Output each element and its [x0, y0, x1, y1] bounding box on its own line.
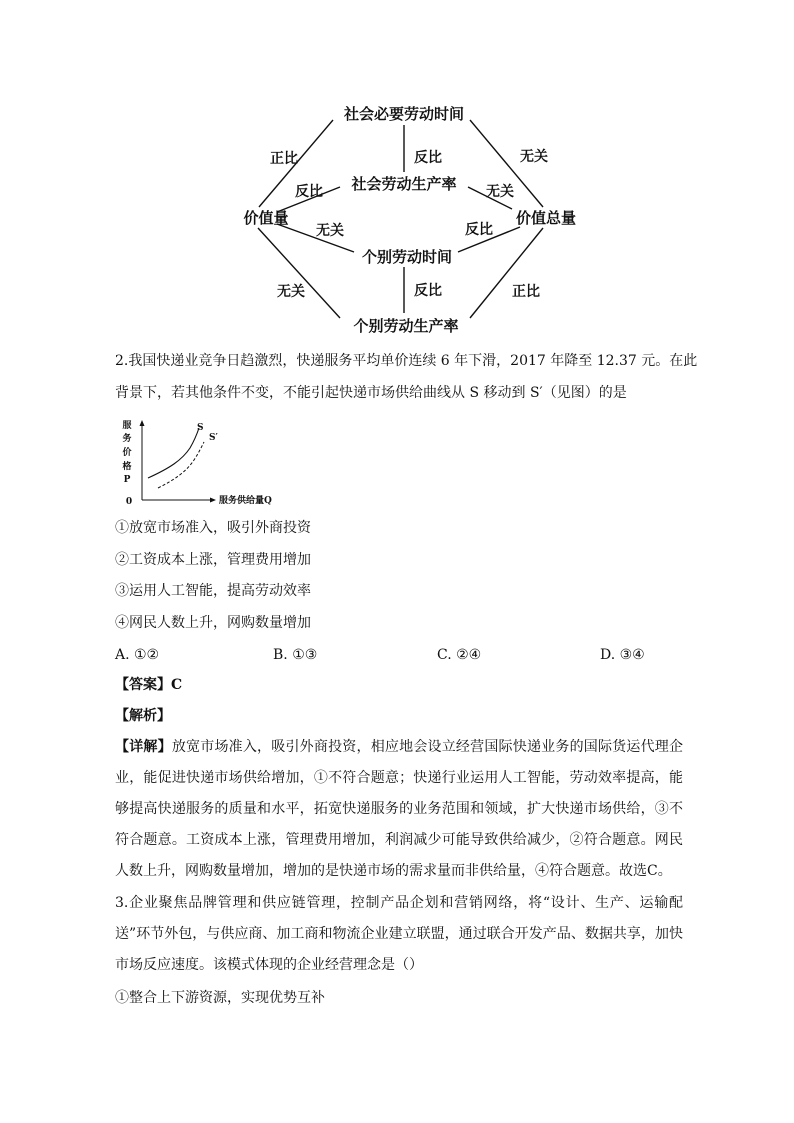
q2-stem-line1: 2.我国快递业竞争日趋激烈，快递服务平均单价连续 6 年下滑，2017 年降至 12.37 元。在此 [115, 353, 698, 369]
label-slp-unit-value: 反比 [295, 184, 323, 200]
node-unit-value: 价值量 [243, 209, 289, 227]
node-snlt: 社会必要劳动时间 [343, 105, 465, 123]
q2-item-1: ①放宽市场准入，吸引外商投资 [115, 520, 311, 536]
node-ilt: 个别劳动时间 [361, 248, 453, 266]
q2-detail-tag: 【详解】 [115, 739, 172, 755]
q2-item-3: ③运用人工智能，提高劳动效率 [115, 583, 311, 599]
node-total-value: 价值总量 [515, 209, 577, 227]
q3-item-1: ①整合上下游资源，实现优势互补 [115, 990, 325, 1006]
y-axis-char-4: 格 [122, 462, 132, 472]
label-snlt-total-value: 无关 [520, 149, 548, 165]
node-ilp: 个别劳动生产率 [353, 317, 459, 335]
label-s-prime: S′ [209, 433, 218, 443]
value-relationship-diagram [0, 0, 794, 345]
q2-stem-line2: 背景下，若其他条件不变，不能引起快递市场供给曲线从 S 移动到 S′（见图）的是 [115, 385, 627, 401]
label-unit-value-ilp: 无关 [277, 284, 305, 300]
q2-option-a: A. ①② [115, 647, 160, 663]
q2-analysis-heading: 【解析】 [115, 708, 171, 724]
q3-stem: 3.企业聚焦品牌管理和供应链管理，控制产品企划和营销网络，将“设计、生产、运输配送”环节外包，与供应商、加工商和物流企业建立联盟，通过联合开发产品、数据共享，加快市场反应速度。该模式体现的企业经营理念是（） [115, 895, 683, 973]
y-axis-char-3: 价 [122, 448, 132, 458]
y-axis-char-5: P [123, 475, 131, 485]
label-s: S [197, 423, 204, 433]
y-axis-char-1: 服 [122, 421, 132, 431]
node-slp: 社会劳动生产率 [351, 175, 457, 193]
label-slp-total-value: 无关 [486, 184, 514, 200]
q2-option-b: B. ①③ [273, 647, 318, 663]
y-axis-label [122, 419, 132, 485]
q2-answer: 【答案】C [115, 677, 183, 693]
y-axis-arrow [140, 420, 145, 426]
q2-item-2: ②工资成本上涨，管理费用增加 [115, 552, 311, 568]
label-unit-value-ilt: 无关 [316, 223, 344, 239]
label-ilt-ilp: 反比 [414, 283, 442, 299]
q2-detail-paragraph [115, 732, 683, 887]
supply-curve-s-prime [158, 442, 204, 488]
q2-detail-text: 放宽市场准入，吸引外商投资，相应地会设立经营国际快递业务的国际货运代理企业，能促进快递市场供给增加，①不符合题意；快递行业运用人工智能，劳动效率提高，能够提高快递服务的质量和水平，拓宽快递服务的业务范围和领域，扩大快递市场供给，③不符合题意。工资成本上涨，管理费用增加，利润减少可能导致供给减少，②符合题意。网民人数上升，网购数量增加，增加的是快递市场的需求量而非供给量，④符合题意。故选C。 [115, 739, 684, 879]
label-snlt-slp: 反比 [414, 150, 442, 166]
supply-curve-s [148, 428, 199, 478]
label-snlt-unit-value: 正比 [270, 151, 298, 167]
q2-option-c: C. ②④ [437, 647, 482, 663]
x-axis-label: 服务供给量Q [219, 496, 272, 506]
edge-ilp-total-value [470, 228, 543, 318]
x-axis-arrow [210, 498, 216, 503]
q2-item-4: ④网民人数上升，网购数量增加 [115, 615, 311, 631]
origin-label: 0 [125, 497, 133, 506]
supply-curve-chart [112, 418, 312, 506]
edge-unit-value-ilp [258, 228, 340, 318]
y-axis-char-2: 务 [122, 434, 132, 444]
label-ilt-total-value: 反比 [465, 222, 493, 238]
label-ilp-total-value: 正比 [512, 284, 540, 300]
q2-option-d: D. ③④ [600, 647, 645, 663]
